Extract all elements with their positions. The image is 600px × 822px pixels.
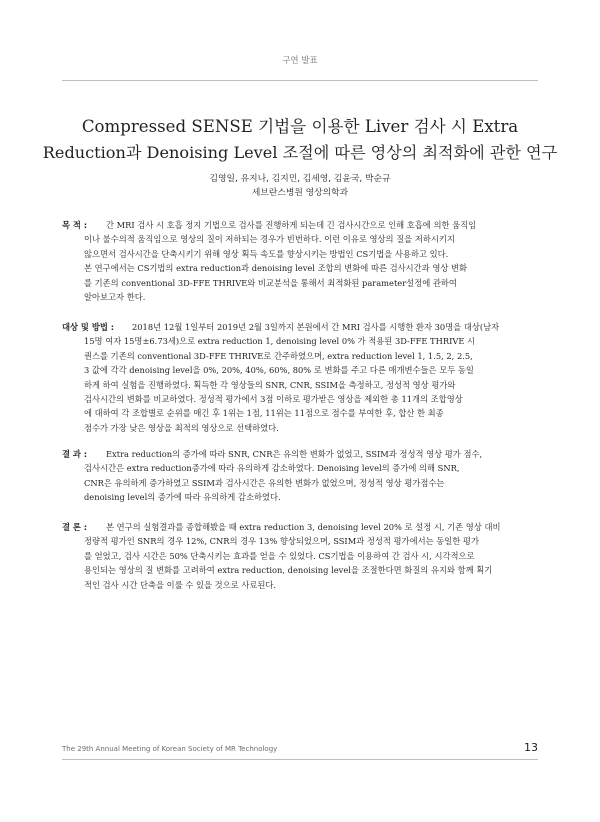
author-affiliation: 세브란스병원 영상의학과 — [251, 188, 349, 198]
section-label: 결 론 : — [62, 522, 88, 532]
section-label: 대상 및 방법 : — [62, 322, 115, 332]
footer-meeting-name: The 29th Annual Meeting of Korean Society of MR Technology — [62, 745, 278, 753]
section-line: 이나 불수의적 움직임으로 영상의 질이 저하되는 경우가 빈번하다. 이런 이유로 영상의 질을 저하시키지 — [84, 234, 455, 245]
section-label: 결 과 : — [62, 449, 88, 459]
paper-title — [40, 114, 560, 166]
title-line-2: Reduction과 Denoising Level 조절에 따른 영상의 최적화에 관한 연구 — [42, 143, 558, 162]
page-number: 13 — [524, 741, 538, 754]
section-line: Extra reduction의 증가에 따라 SNR, CNR은 유의한 변화가 없었고, SSIM과 정성적 영상 평가 점수, — [106, 449, 483, 459]
running-header: 구연 발표 — [282, 56, 318, 66]
section-line: denoising level의 증가에 따라 유의하게 감소하였다. — [84, 492, 281, 503]
section-line: 퀀스를 기존의 conventional 3D-FFE THRIVE로 간주하였으며, extra reduction level 1, 1.5, 2, 2.5, — [84, 350, 473, 361]
section-label: 목 적 : — [62, 220, 88, 230]
header-rule — [62, 80, 538, 81]
section-conclusion — [62, 520, 538, 592]
section-line: 점수가 가장 낮은 영상을 최적의 영상으로 선택하였다. — [84, 422, 279, 433]
section-line: 않으면서 검사시간을 단축시키기 위해 영상 획득 속도를 향상시키는 방법인 CS기법을 사용하고 있다. — [84, 248, 449, 259]
section-line: 간 MRI 검사 시 호흡 정지 기법으로 검사를 진행하게 되는데 긴 검사시간으로 인해 호흡에 의한 움직임 — [106, 220, 477, 230]
section-line: CNR은 유의하게 증가하였고 SSIM과 검사시간은 유의한 변화가 없었으며, 정성적 영상 평가점수는 — [84, 477, 445, 488]
section-line: 검사시간의 변화를 비교하였다. 정성적 평가에서 3점 이하로 평가받은 영상을 제외한 총 11개의 조합영상 — [84, 394, 463, 405]
section-line: 3 값에 각각 denoising level을 0%, 20%, 40%, 60%, 80% 로 변화를 주고 다른 매개변수들은 모두 동일 — [84, 365, 474, 376]
section-line: 알아보고자 한다. — [84, 292, 146, 303]
section-methods — [62, 320, 538, 435]
section-line: 검사시간은 extra reduction증가에 따라 유의하게 감소하였다. Denoising level의 증가에 의해 SNR, — [84, 463, 460, 474]
section-line: 본 연구의 실험결과를 종합해봤을 때 extra reduction 3, denoising level 20% 로 설정 시, 기존 영상 대비 — [106, 522, 501, 532]
section-line: 적인 검사 시간 단축을 이룰 수 있을 것으로 사료된다. — [84, 579, 277, 590]
footer-rule — [62, 759, 538, 760]
section-purpose — [62, 218, 538, 304]
author-block — [0, 172, 600, 200]
section-line: 하게 하여 실험을 진행하였다. 획득한 각 영상들의 SNR, CNR, SSIM을 측정하고, 정성적 영상 평가와 — [84, 379, 456, 390]
author-names: 김영일, 유지나, 김지민, 김세영, 김윤국, 박순규 — [209, 174, 391, 184]
section-line: 용인되는 영상의 질 변화를 고려하여 extra reduction, denoising level을 조절한다면 화질의 유지와 함께 획기 — [84, 565, 493, 576]
section-line: 15명 여자 15명±6.73세)으로 extra reduction 1, denoising level 0% 가 적용된 3D-FFE THRIVE 시 — [84, 336, 476, 347]
section-line: 정량적 평가인 SNR의 경우 12%, CNR의 경우 13% 향상되었으며, SSIM과 정성적 평가에서는 동일한 평가 — [84, 536, 479, 547]
section-line: 2018년 12월 1일부터 2019년 2월 3일까지 본원에서 간 MRI 검사를 시행한 환자 30명을 대상(남자 — [132, 322, 500, 332]
section-line: 를 얻었고, 검사 시간은 50% 단축시키는 효과를 얻을 수 있었다. CS기법을 이용하여 간 검사 시, 시각적으로 — [84, 550, 475, 561]
section-line: 본 연구에서는 CS기법의 extra reduction과 denoising level 조합의 변화에 따른 검사시간과 영상 변화 — [84, 263, 468, 274]
title-line-1: Compressed SENSE 기법을 이용한 Liver 검사 시 Extra — [81, 117, 519, 136]
section-results — [62, 447, 538, 505]
section-line: 를 기존의 conventional 3D-FFE THRIVE와 비교분석을 통해서 최적화된 parameter설정에 관하여 — [84, 277, 457, 288]
section-line: 에 대하여 각 조합별로 순위를 매긴 후 1위는 1점, 11위는 11점으로 점수를 부여한 후, 합산 한 최종 — [84, 408, 444, 419]
